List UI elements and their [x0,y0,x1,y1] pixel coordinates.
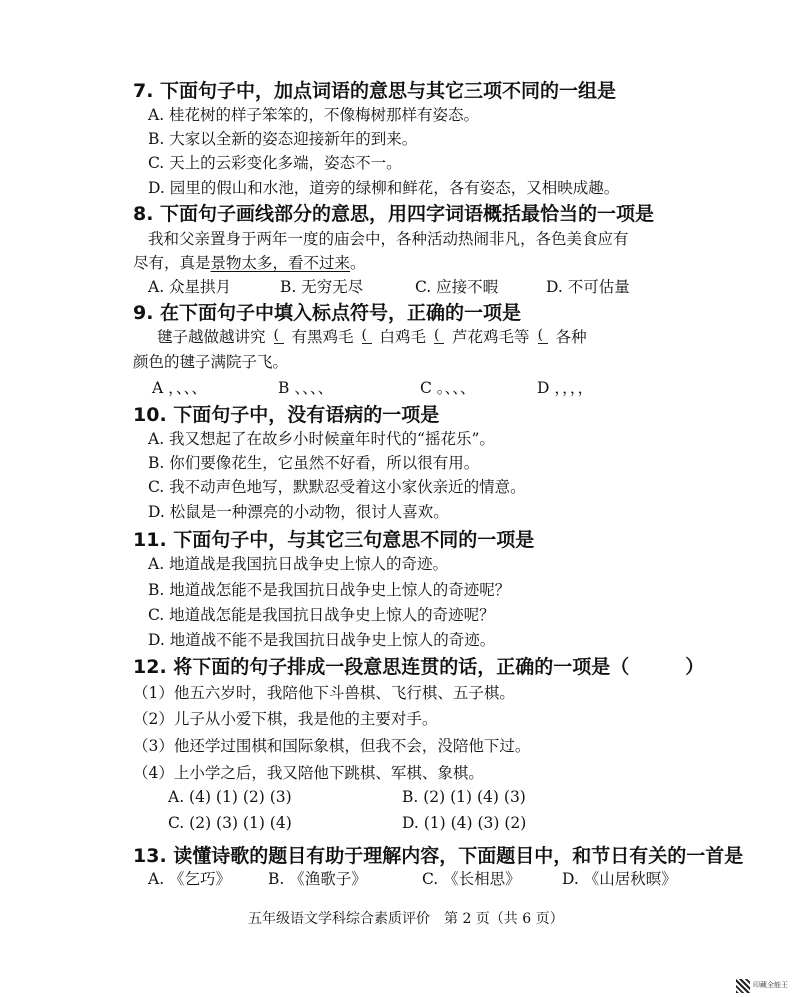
question-9-segment-3: 白鸡毛 [379,328,427,346]
question-8-passage-line1: 我和父亲置身于两年一度的庙会中，各种活动热闹非凡，各色美食应有 [148,230,629,248]
question-12-option-c: C. (2) (3) (1) (4) [168,814,292,832]
question-12-title-close: ） [685,656,705,678]
scanner-brand-label: 印藏全能王 [753,981,788,989]
question-9-option-a: A ，、、、 [152,379,207,397]
punctuation-blank [434,333,444,345]
question-12-title-text: 12. 将下面的句子排成一段意思连贯的话，正确的一项是（ [133,656,630,678]
question-11-title: 11. 下面句子中，与其它三句意思不同的一项是 [133,529,535,551]
page-footer: 五年级语文学科综合素质评价 第 2 页（共 6 页） [248,911,564,927]
question-9-option-d: D ，，，， [537,379,594,397]
question-9-sentence-line2: 颜色的毽子满院子飞。 [133,353,289,371]
question-12-option-d: D. (1) (4) (3) (2) [402,814,527,832]
question-9-option-b: B 、、、、 [278,379,334,397]
question-8-title: 8. 下面句子画线部分的意思，用四字词语概括最恰当的一项是 [133,203,655,225]
question-8-option-c: C. 应接不暇 [415,278,499,296]
punctuation-blank [362,333,372,345]
question-7-title: 7. 下面句子中，加点词语的意思与其它三项不同的一组是 [133,80,617,102]
question-9-segment-2: 有黑鸡毛 [291,328,354,346]
punctuation-blank [274,333,284,345]
question-13-option-d: D. 《山居秋暝》 [562,870,677,888]
question-8-option-b: B. 无穷无尽 [280,278,364,296]
question-11-option-d: D. 地道战不能不是我国抗日战争史上惊人的奇迹。 [148,631,496,649]
question-12-item-2: （2）儿子从小爱下棋，我是他的主要对手。 [133,710,438,728]
question-11-option-b: B. 地道战怎能不是我国抗日战争史上惊人的奇迹呢？ [148,581,511,599]
question-9-sentence-line1 [157,325,587,347]
question-11-option-c: C. 地道战怎能是我国抗日战争史上惊人的奇迹呢？ [148,606,495,624]
question-9-segment-5: 各种 [555,328,587,346]
question-8-option-d: D. 不可估量 [546,278,630,296]
question-10-title: 10. 下面句子中，没有语病的一项是 [133,404,440,426]
question-13-option-a: A. 《乞巧》 [148,870,232,888]
question-10-option-c: C. 我不动声色地写，默默忍受着这小家伙亲近的情意。 [148,478,526,496]
question-12-item-4: （4）上小学之后，我又陪他下跳棋、军棋、象棋。 [133,764,484,782]
question-12-option-b: B. (2) (1) (4) (3) [402,788,526,806]
question-12-item-1: （1）他五六岁时，我陪他下斗兽棋、飞行棋、五子棋。 [133,684,515,702]
question-7-option-c: C. 天上的云彩变化多端，姿态不一。 [148,154,402,172]
question-8-passage-line2 [133,251,366,273]
punctuation-blank [538,333,548,345]
question-9-segment-1: 毽子越做越讲究 [157,328,266,346]
question-9-segment-4: 芦花鸡毛等 [452,328,530,346]
qr-code-icon [736,979,750,993]
question-8-passage-pre: 尽有，真是 [133,254,211,272]
question-11-option-a: A. 地道战是我国抗日战争史上惊人的奇迹。 [148,555,449,573]
question-8-passage-post: 。 [350,254,366,272]
question-10-option-a: A. 我又想起了在故乡小时候童年时代的“摇花乐”。 [148,430,495,448]
question-12-option-a: A. (4) (1) (2) (3) [168,788,292,806]
question-13-title: 13. 读懂诗歌的题目有助于理解内容，下面题目中，和节日有关的一首是 [133,845,744,867]
question-12-title [133,652,704,679]
question-8-option-a: A. 众星拱月 [148,278,232,296]
question-9-title: 9. 在下面句子中填入标点符号，正确的一项是 [133,302,522,324]
question-8-underlined-phrase: 景物太多，看不过来 [210,254,351,272]
question-13-option-b: B. 《渔歌子》 [268,870,367,888]
question-12-item-3: （3）他还学过围棋和国际象棋，但我不会，没陪他下过。 [133,737,531,755]
question-7-option-d: D. 园里的假山和水池，道旁的绿柳和鲜花，各有姿态，又相映成趣。 [148,179,620,197]
question-10-option-b: B. 你们要像花生，它虽然不好看，所以很有用。 [148,454,480,472]
question-9-option-c: C 。、、、 [420,379,476,397]
question-7-option-a: A. 桂花树的样子笨笨的，不像梅树那样有姿态。 [148,106,480,124]
question-7-option-b: B. 大家以全新的姿态迎接新年的到来。 [148,130,418,148]
question-13-option-c: C. 《长相思》 [422,870,521,888]
question-10-option-d: D. 松鼠是一种漂亮的小动物，很讨人喜欢。 [148,503,449,521]
